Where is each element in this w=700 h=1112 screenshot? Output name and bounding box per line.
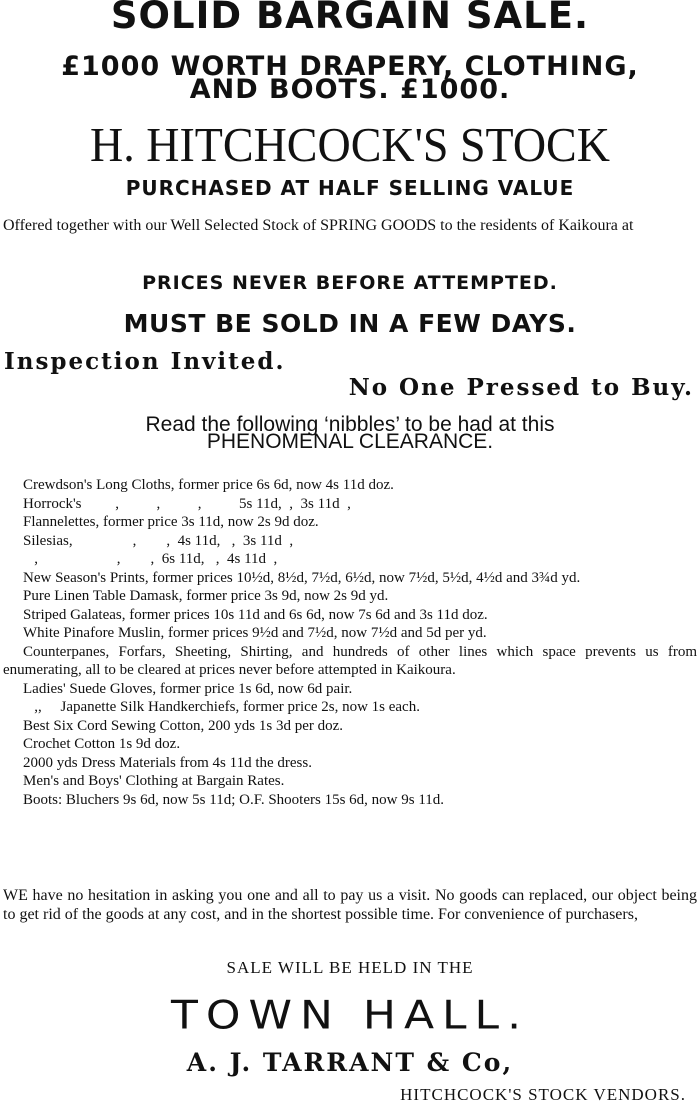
vendor-role: HITCHCOCK'S STOCK VENDORS.	[400, 1085, 686, 1104]
subheadline-line-2: AND BOOTS. £1000.	[189, 74, 511, 105]
prices-line: PRICES NEVER BEFORE ATTEMPTED.	[142, 272, 558, 294]
price-list	[3, 476, 697, 809]
list-item: Crochet Cotton 1s 9d doz.	[23, 736, 181, 752]
list-item: ,, Japanette Silk Handkerchiefs, former price 2s, now 1s each.	[23, 699, 420, 715]
vendor-name: A. J. TARRANT & Co,	[186, 1048, 514, 1077]
list-item: Horrock's , , , 5s 11d, , 3s 11d ,	[23, 495, 351, 512]
sale-held-line: SALE WILL BE HELD IN THE	[226, 958, 474, 977]
list-item: Pure Linen Table Damask, former price 3s 9d, now 2s 9d yd.	[23, 588, 389, 604]
list-item: Ladies' Suede Gloves, former price 1s 6d, now 6d pair.	[23, 680, 353, 697]
read-following	[0, 413, 700, 453]
read-line-1: Read the following ‘nibbles’ to be had at this	[145, 413, 555, 436]
list-item: Flannelettes, former price 3s 11d, now 2s 9d doz.	[23, 514, 319, 530]
outro-paragraph: WE have no hesitation in asking you one and all to pay us a visit. No goods can replaced, our object being to get rid of the goods at any cost, and in the shortest possible time. For convenience of purchasers,	[3, 887, 697, 923]
headline: SOLID BARGAIN SALE.	[110, 0, 590, 37]
list-item: Men's and Boys' Clothing at Bargain Rates.	[23, 773, 285, 789]
read-line-2: PHENOMENAL CLEARANCE.	[206, 430, 494, 453]
list-item-text: Counterpanes, Forfars, Sheeting, Shirting, and hundreds of other lines which space prevents us from enumerating, all to be cleared at prices never before attempted in Kaikoura.	[3, 643, 697, 678]
subheadline	[0, 51, 700, 105]
no-one-pressed: No One Pressed to Buy.	[348, 374, 694, 401]
purchased-line: PURCHASED AT HALF SELLING VALUE	[125, 176, 575, 200]
list-item: 2000 yds Dress Materials from 4s 11d the dress.	[23, 754, 312, 771]
list-item: Crewdson's Long Cloths, former price 6s 6d, now 4s 11d doz.	[23, 477, 394, 493]
list-item: , , , 6s 11d, , 4s 11d ,	[23, 551, 278, 567]
list-item: Silesias, , , 4s 11d, , 3s 11d ,	[23, 532, 294, 549]
list-item	[3, 643, 697, 680]
list-item: White Pinafore Muslin, former prices 9½d and 7½d, now 7½d and 5d per yd.	[23, 625, 487, 641]
list-item	[3, 569, 697, 588]
subheadline-line-1: £1000 WORTH DRAPERY, CLOTHING,	[61, 51, 639, 82]
list-item: Boots: Bluchers 9s 6d, now 5s 11d; O.F. Shooters 15s 6d, now 9s 11d.	[23, 791, 445, 808]
inspection-invited: Inspection Invited.	[4, 348, 286, 375]
venue-title: TOWN HALL.	[170, 992, 530, 1039]
list-item: Striped Galateas, former prices 10s 11d and 6s 6d, now 7s 6d and 3s 11d doz.	[23, 606, 488, 623]
intro-paragraph: Offered together with our Well Selected Stock of SPRING GOODS to the residents of Kaikoura at	[3, 217, 634, 234]
list-item: Best Six Cord Sewing Cotton, 200 yds 1s 3d per doz.	[23, 717, 344, 734]
must-sell-line: MUST BE SOLD IN A FEW DAYS.	[123, 309, 577, 338]
stock-name: H. HITCHCOCK'S STOCK	[90, 117, 610, 172]
list-item-text: New Season's Prints, former prices 10½d, 8½d, 7½d, 6½d, now 7½d, 5½d, 4½d and 3¾d yd.	[23, 569, 581, 586]
